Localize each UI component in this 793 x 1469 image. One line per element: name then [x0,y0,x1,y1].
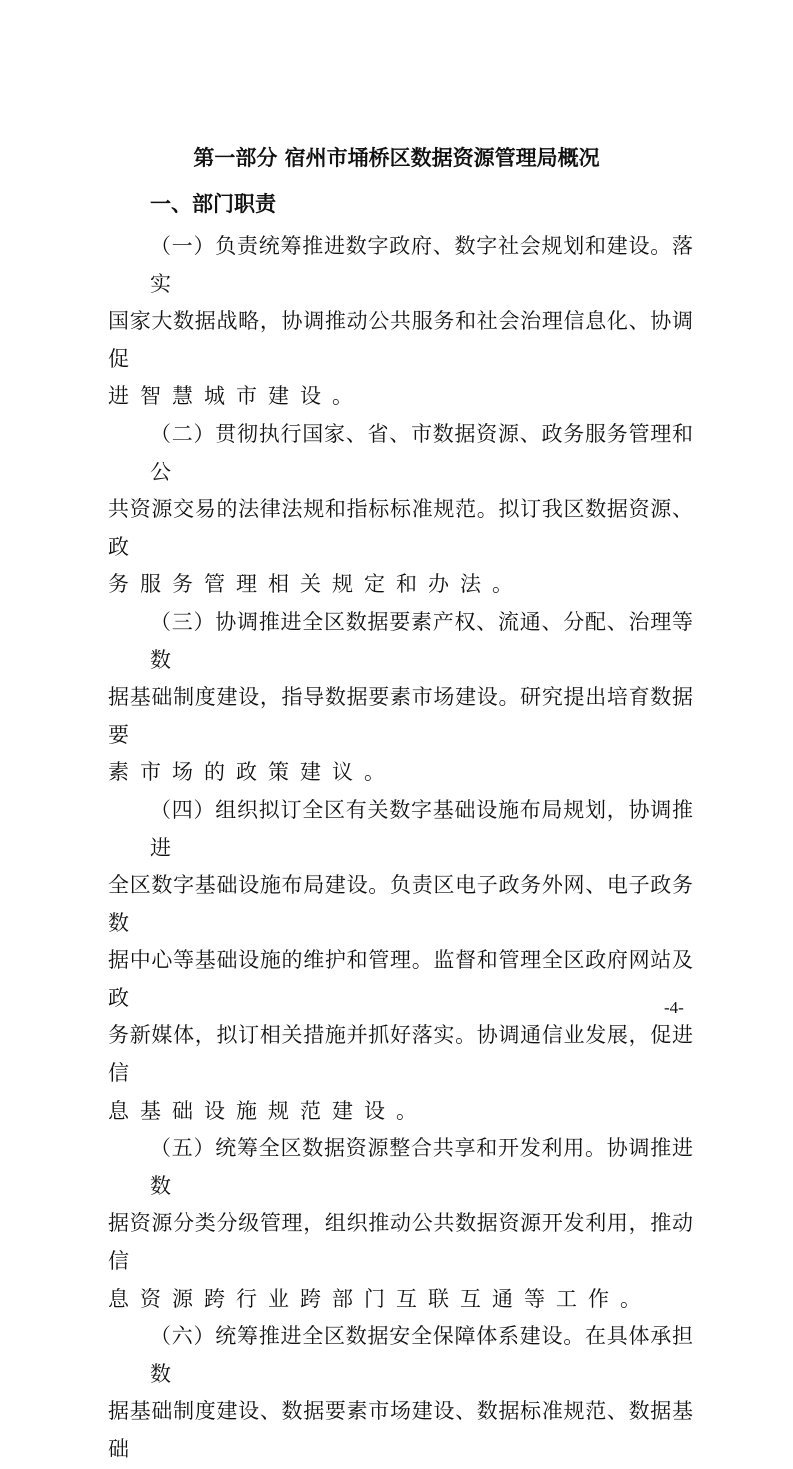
document-body [108,228,693,1469]
paragraph-line: 据基础制度建设、数据要素市场建设、数据标准规范、数据基础 [108,1399,693,1461]
paragraph-line: （四）组织拟订全区有关数字基础设施布局规划，协调推进 [150,797,693,860]
paragraph [108,604,693,792]
section-heading: 一、部门职责 [150,192,276,216]
paragraph-line: 国家大数据战略，协调推动公共服务和社会治理信息化、协调促 [108,309,693,371]
paragraph-line: 共资源交易的法律法规和指标标准规范。拟订我区数据资源、政 [108,497,693,559]
paragraph [108,1130,693,1318]
paragraph [108,792,693,1130]
page-title: 第一部分 宿州市埇桥区数据资源管理局概况 [193,146,600,170]
paragraph-line: （三）协调推进全区数据要素产权、流通、分配、治理等数 [150,609,693,672]
paragraph-line: 素市场的政策建议。 [108,760,396,785]
paragraph [108,228,693,416]
paragraph-line: 务新媒体，拟订相关措施并抓好落实。协调通信业发展，促进信 [108,1023,693,1086]
paragraph [108,1318,693,1468]
paragraph-line: 据资源分类分级管理，组织推动公共数据资源开发利用，推动信 [108,1211,693,1274]
paragraph-line: 全区数字基础设施布局建设。负责区电子政务外网、电子政务数 [108,873,693,935]
paragraph-line: 进智慧城市建设。 [108,384,364,409]
paragraph-line: （一）负责统筹推进数字政府、数字社会规划和建设。落实 [150,234,693,296]
paragraph-line: （五）统筹全区数据资源整合共享和开发利用。协调推进数 [150,1136,693,1198]
paragraph-line: （六）统筹推进全区数据安全保障体系建设。在具体承担数 [150,1324,693,1386]
paragraph-line: 息资源跨行业跨部门互联互通等工作。 [108,1286,652,1311]
paragraph-line: （二）贯彻执行国家、省、市数据资源、政务服务管理和公 [150,421,693,484]
paragraph [108,416,693,604]
paragraph-line: 据基础制度建设，指导数据要素市场建设。研究提出培育数据要 [108,685,693,747]
page-number: -4- [664,998,684,1017]
paragraph-line: 息基础设施规范建设。 [108,1098,428,1123]
paragraph-line: 据中心等基础设施的维护和管理。监督和管理全区政府网站及政 [108,948,693,1010]
paragraph-line: 务服务管理相关规定和办法。 [108,572,524,597]
